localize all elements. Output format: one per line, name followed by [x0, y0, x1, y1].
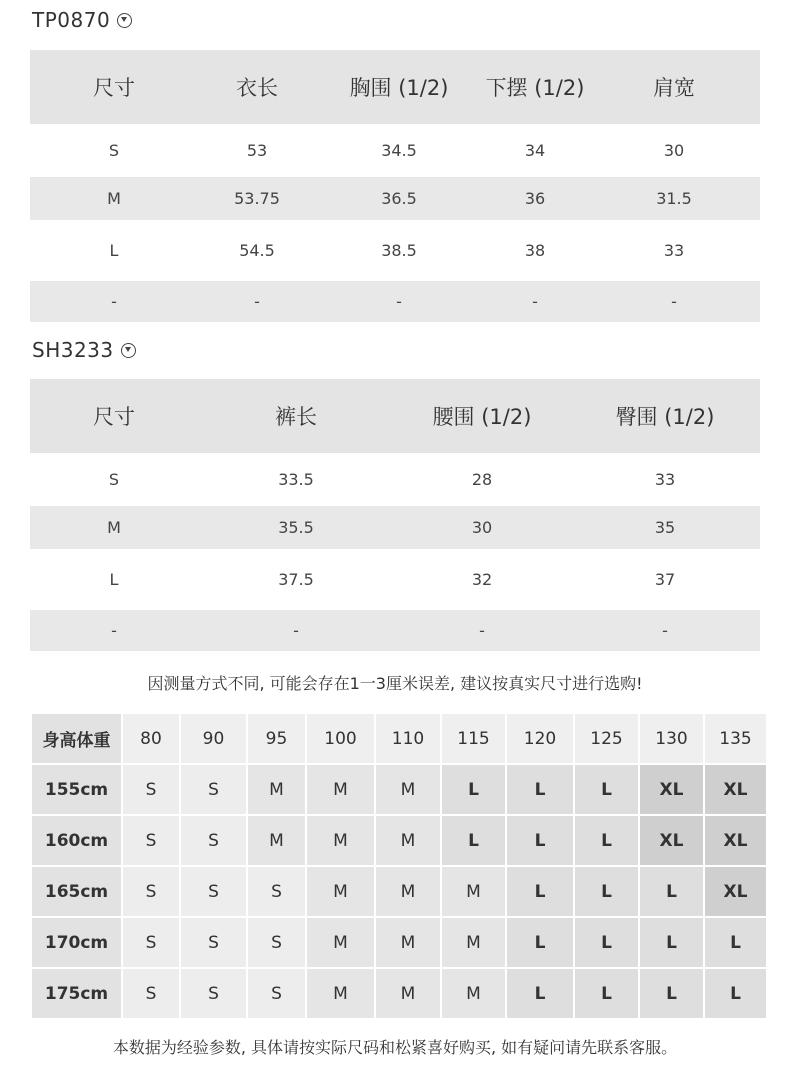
header-cell: 肩宽: [588, 50, 760, 124]
table-row: [32, 816, 766, 865]
product-code-sh3233: [32, 338, 136, 362]
table-row: [30, 549, 760, 610]
size-cell: S: [181, 867, 246, 916]
size-cell: L: [575, 765, 638, 814]
height-label: 165cm: [32, 867, 121, 916]
table-cell: 33.5: [198, 453, 394, 506]
size-cell: M: [376, 918, 440, 967]
table-cell: 35: [570, 506, 760, 549]
weight-cell: 95: [248, 714, 305, 763]
size-cell: M: [307, 765, 374, 814]
weight-cell: 100: [307, 714, 374, 763]
size-cell: L: [640, 918, 703, 967]
table-cell: S: [30, 124, 198, 177]
weight-cell: 115: [442, 714, 505, 763]
table-cell: L: [30, 220, 198, 281]
weight-cell: 130: [640, 714, 703, 763]
size-cell: S: [181, 918, 246, 967]
size-cell: L: [507, 867, 573, 916]
size-cell: L: [507, 765, 573, 814]
size-cell: L: [705, 969, 766, 1018]
weight-cell: 110: [376, 714, 440, 763]
header-cell: 腰围 (1/2): [394, 379, 570, 453]
header-cell: 衣长: [198, 50, 316, 124]
size-table-sh3233: [30, 379, 760, 651]
table-cell: 53.75: [198, 177, 316, 220]
disclaimer-note: 本数据为经验参数, 具体请按实际尺码和松紧喜好购买, 如有疑问请先联系客服。: [112, 1038, 678, 1057]
corner-label: 身高体重: [32, 714, 121, 763]
table-cell: M: [30, 506, 198, 549]
header-cell: 胸围 (1/2): [316, 50, 482, 124]
size-cell: M: [307, 969, 374, 1018]
table-row: [30, 506, 760, 549]
measurement-note: 因测量方式不同, 可能会存在1一3厘米误差, 建议按真实尺寸进行选购!: [147, 674, 643, 693]
table-cell: -: [30, 281, 198, 322]
size-cell: L: [507, 969, 573, 1018]
size-cell: S: [123, 765, 179, 814]
size-cell: S: [181, 816, 246, 865]
table-row: [30, 124, 760, 177]
table-cell: 35.5: [198, 506, 394, 549]
table-row: [32, 867, 766, 916]
table-cell: M: [30, 177, 198, 220]
height-label: 175cm: [32, 969, 121, 1018]
size-cell: S: [248, 867, 305, 916]
size-cell: XL: [705, 816, 766, 865]
size-cell: M: [307, 867, 374, 916]
table-cell: 34.5: [316, 124, 482, 177]
size-cell: M: [376, 816, 440, 865]
weight-header-row: [32, 714, 766, 763]
size-cell: S: [248, 918, 305, 967]
table-row: [30, 281, 760, 322]
product-code-label: SH3233: [32, 338, 114, 362]
height-label: 155cm: [32, 765, 121, 814]
size-cell: L: [640, 867, 703, 916]
header-cell: 尺寸: [30, 379, 198, 453]
size-cell: XL: [640, 816, 703, 865]
size-cell: S: [248, 969, 305, 1018]
size-cell: S: [123, 969, 179, 1018]
chevron-down-circle-icon[interactable]: [121, 343, 136, 358]
table-cell: L: [30, 549, 198, 610]
table-cell: -: [588, 281, 760, 322]
weight-cell: 90: [181, 714, 246, 763]
table-row: [30, 220, 760, 281]
table-cell: 28: [394, 453, 570, 506]
table-cell: -: [394, 610, 570, 651]
table-cell: 54.5: [198, 220, 316, 281]
weight-cell: 120: [507, 714, 573, 763]
table-header-row: [30, 50, 760, 124]
table-cell: -: [570, 610, 760, 651]
table-cell: 32: [394, 549, 570, 610]
weight-cell: 135: [705, 714, 766, 763]
table-cell: -: [482, 281, 588, 322]
table-cell: 38.5: [316, 220, 482, 281]
size-cell: L: [575, 816, 638, 865]
weight-cell: 80: [123, 714, 179, 763]
size-cell: XL: [640, 765, 703, 814]
size-cell: M: [307, 816, 374, 865]
table-cell: 37: [570, 549, 760, 610]
size-recommendation-table: [30, 712, 768, 1020]
size-cell: S: [123, 816, 179, 865]
table-row: [30, 177, 760, 220]
height-label: 170cm: [32, 918, 121, 967]
table-row: [32, 918, 766, 967]
size-cell: M: [442, 918, 505, 967]
size-cell: L: [507, 918, 573, 967]
size-cell: S: [181, 765, 246, 814]
table-cell: 36: [482, 177, 588, 220]
table-cell: 53: [198, 124, 316, 177]
size-cell: M: [376, 867, 440, 916]
size-cell: M: [376, 969, 440, 1018]
size-cell: XL: [705, 867, 766, 916]
table-cell: 30: [394, 506, 570, 549]
table-row: [30, 453, 760, 506]
size-cell: M: [442, 867, 505, 916]
table-cell: 36.5: [316, 177, 482, 220]
table-cell: 31.5: [588, 177, 760, 220]
header-cell: 臀围 (1/2): [570, 379, 760, 453]
size-cell: M: [307, 918, 374, 967]
table-row: [32, 969, 766, 1018]
size-cell: L: [575, 918, 638, 967]
header-cell: 裤长: [198, 379, 394, 453]
size-cell: L: [442, 816, 505, 865]
table-cell: 34: [482, 124, 588, 177]
table-cell: -: [198, 610, 394, 651]
header-cell: 下摆 (1/2): [482, 50, 588, 124]
table-cell: 33: [570, 453, 760, 506]
size-cell: S: [123, 918, 179, 967]
size-cell: S: [181, 969, 246, 1018]
size-cell: L: [575, 969, 638, 1018]
size-cell: M: [248, 816, 305, 865]
header-cell: 尺寸: [30, 50, 198, 124]
table-row: [32, 765, 766, 814]
size-cell: M: [248, 765, 305, 814]
table-cell: S: [30, 453, 198, 506]
product-code-label: TP0870: [32, 8, 111, 32]
size-cell: L: [575, 867, 638, 916]
size-cell: L: [640, 969, 703, 1018]
size-cell: L: [705, 918, 766, 967]
table-row: [30, 610, 760, 651]
table-cell: 30: [588, 124, 760, 177]
product-code-tp0870: [32, 8, 132, 32]
size-cell: XL: [705, 765, 766, 814]
chevron-down-circle-icon[interactable]: [117, 13, 132, 28]
table-cell: 37.5: [198, 549, 394, 610]
table-cell: 38: [482, 220, 588, 281]
table-header-row: [30, 379, 760, 453]
size-cell: L: [507, 816, 573, 865]
size-cell: S: [123, 867, 179, 916]
table-cell: 33: [588, 220, 760, 281]
table-cell: -: [316, 281, 482, 322]
table-cell: -: [198, 281, 316, 322]
size-table-tp0870: [30, 50, 760, 322]
weight-cell: 125: [575, 714, 638, 763]
size-cell: M: [442, 969, 505, 1018]
size-cell: L: [442, 765, 505, 814]
height-label: 160cm: [32, 816, 121, 865]
size-cell: M: [376, 765, 440, 814]
table-cell: -: [30, 610, 198, 651]
